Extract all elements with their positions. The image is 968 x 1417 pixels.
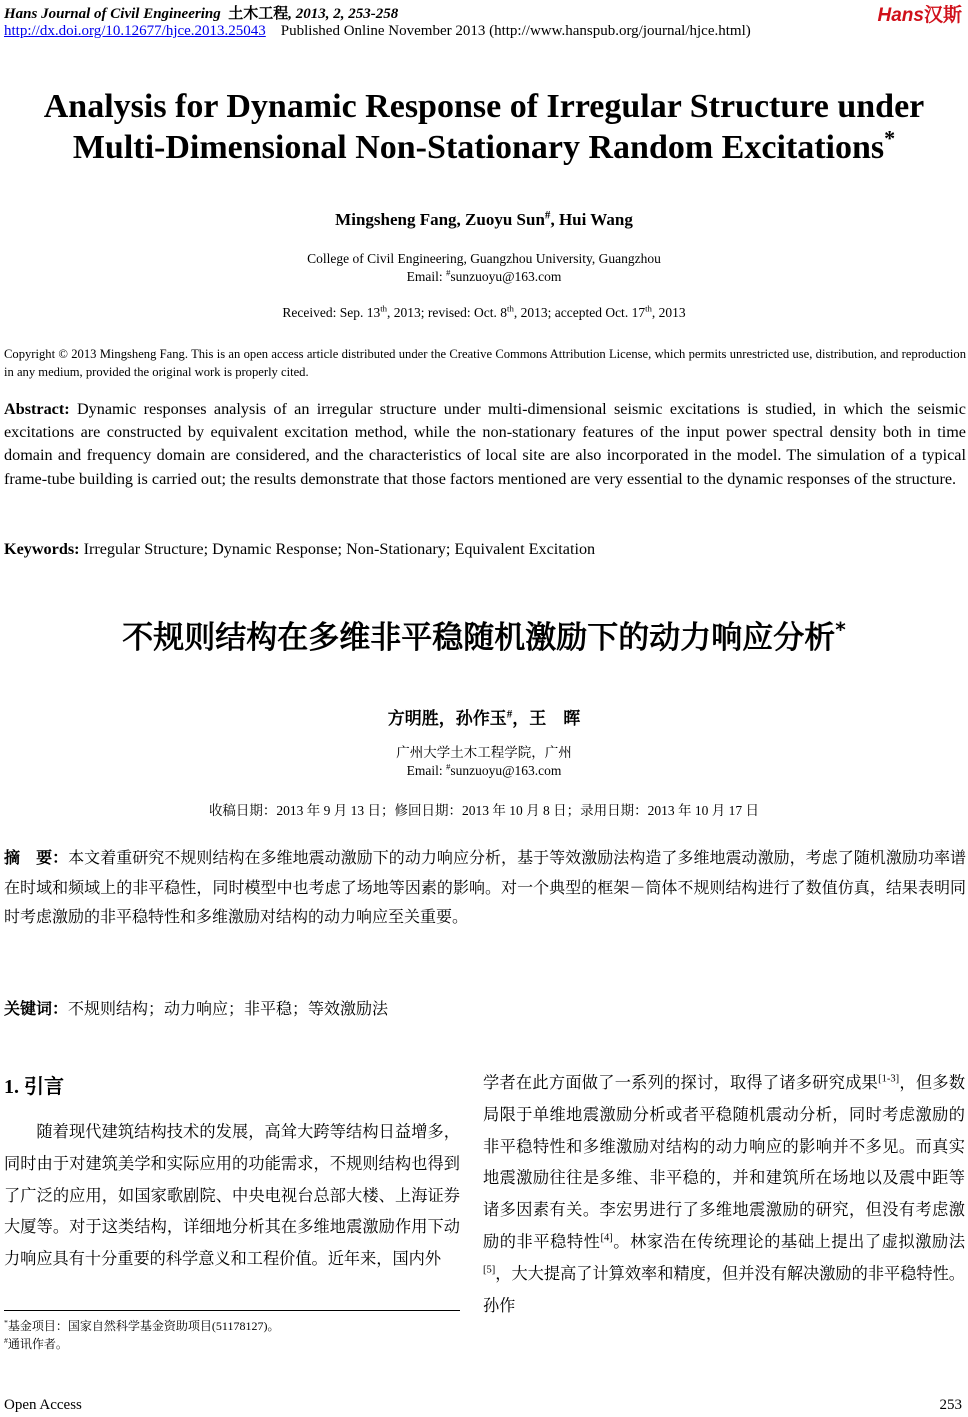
journal-name-cn: 土木工程 bbox=[228, 6, 289, 22]
footnote-divider bbox=[4, 1310, 460, 1311]
doi-link[interactable]: http://dx.doi.org/10.12677/hjce.2013.25043 bbox=[4, 23, 266, 39]
published-info: Published Online November 2013 (http://www.hanspub.org/journal/hjce.html) bbox=[280, 23, 751, 39]
section-heading-introduction: 1. 引言 bbox=[4, 1076, 64, 1098]
footnotes: *基金项目：国家自然科学基金资助项目(51178127)。 #通讯作者。 bbox=[4, 1318, 280, 1351]
english-dates: Received: Sep. 13th, 2013; revised: Oct. 8th, 2013; accepted Oct. 17th, 2013 bbox=[282, 303, 686, 320]
footer-open-access: Open Access bbox=[4, 1397, 82, 1413]
chinese-affiliation: 广州大学土木工程学院，广州 Email: #sunzuoyu@163.com bbox=[396, 745, 572, 778]
chinese-dates: 收稿日期：2013 年 9 月 13 日；修回日期：2013 年 10 月 8 日；录用日期：2013 年 10 月 17 日 bbox=[208, 803, 760, 818]
journal-name: Hans Journal of Civil Engineering bbox=[4, 6, 221, 22]
chinese-authors: 方明胜，孙作玉#，王 晖 bbox=[387, 708, 581, 728]
chinese-abstract: 摘 要：本文着重研究不规则结构在多维地震动激励下的动力响应分析，基于等效激励法构造了多维地震动激励，考虑了随机激励功率谱在时域和频域上的非平稳性，同时模型中也考虑了场地等因素的影响。对一个典型的框架－筒体不规则结构进行了数值仿真，结果表明同时考虑激励的非平稳特性和多维激励对结构的动力响应至关重要。 bbox=[4, 850, 966, 926]
copyright-notice: Copyright © 2013 Mingsheng Fang. This is an open access article distributed under the Creative Commons Attribution License, which permits unrestricted use, distribution, and reproduction in any medium, provided the original work is properly cited. bbox=[4, 347, 966, 379]
hans-logo: Hans汉斯 bbox=[877, 5, 962, 26]
english-affiliation: College of Civil Engineering, Guangzhou University, Guangzhou Email: #sunzuoyu@163.com bbox=[307, 251, 661, 284]
journal-issue: , 2013, 2, 253-258 bbox=[288, 6, 399, 22]
english-title: Analysis for Dynamic Response of Irregular Structure under Multi-Dimensional Non-Stationary Random Excitations* bbox=[43, 88, 925, 166]
english-keywords: Keywords: Irregular Structure; Dynamic Response; Non-Stationary; Equivalent Excitation bbox=[4, 540, 596, 558]
journal-header bbox=[4, 2, 398, 23]
chinese-keywords: 关键词：不规则结构；动力响应；非平稳；等效激励法 bbox=[4, 1001, 389, 1018]
page-number: 253 bbox=[939, 1397, 962, 1413]
body-right-column: 学者在此方面做了一系列的探讨，取得了诸多研究成果[1-3]，但多数局限于单维地震激励分析或者平稳随机震动分析，同时考虑激励的非平稳特性和多维激励对结构的动力响应的影响并不多见。而真实地震激励往往是多维、非平稳的，并和建筑所在场地以及震中距等诸多因素有关。李宏男进行了多维地震激励的研究，但没有考虑激励的非平稳特性[4]。林家浩在传统理论的基础上提出了虚拟激励法[5]，大大提高了计算效率和精度，但并没有解决激励的非平稳特性。孙作 bbox=[483, 1073, 966, 1315]
doi-line bbox=[4, 23, 751, 40]
english-abstract: Abstract: Dynamic responses analysis of an irregular structure under multi-dimensional seismic excitations is studied, in which the seismic excitations are constructed by equivalent excitation method, while the non-stationary features of the input power spectral density both in time domain and frequency domain are considered, and the characteristics of local site are also incorporated in the model. The simulation of a typical frame-tube building is carried out; the results demonstrate that those factors mentioned are very essential to the dynamic responses of the structure. bbox=[4, 400, 966, 488]
body-left-column: 随着现代建筑结构技术的发展，高耸大跨等结构日益增多，同时由于对建筑美学和实际应用的功能需求，不规则结构也得到了广泛的应用，如国家歌剧院、中央电视台总部大楼、上海证券大厦等。对于这类结构，详细地分析其在多维地震激励作用下动力响应具有十分重要的科学意义和工程价值。近年来，国内外 bbox=[4, 1123, 460, 1269]
english-authors: Mingsheng Fang, Zuoyu Sun#, Hui Wang bbox=[335, 209, 633, 229]
chinese-title: 不规则结构在多维非平稳随机激励下的动力响应分析* bbox=[122, 617, 846, 656]
